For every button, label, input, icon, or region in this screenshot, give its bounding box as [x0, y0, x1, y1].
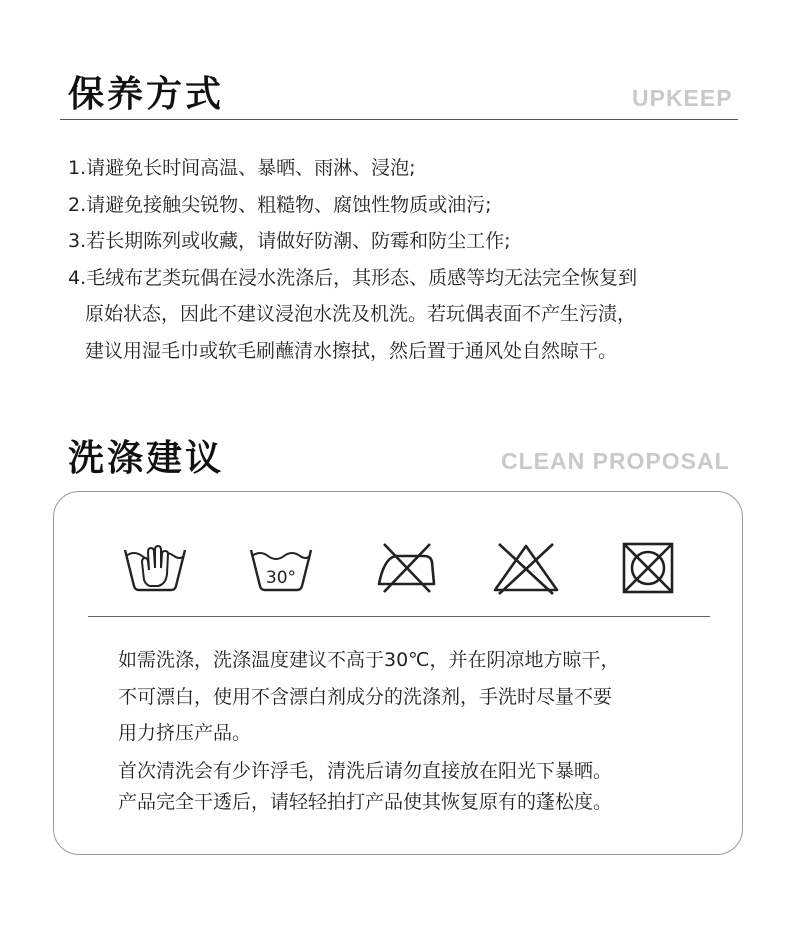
upkeep-item-text: 毛绒布艺类玩偶在浸水洗涤后，其形态、质感等均无法完全恢复到 [86, 266, 638, 289]
clean-subtitle: CLEAN PROPOSAL [501, 448, 730, 474]
upkeep-title: 保养方式 [68, 73, 225, 115]
washing-advice-text [118, 642, 718, 818]
do-not-tumble-dry-icon [620, 540, 676, 596]
hand-wash-icon [122, 540, 188, 596]
text-line: 用力挤压产品。 [118, 722, 252, 744]
upkeep-item-number: 3. [68, 230, 87, 252]
upkeep-item-1 [68, 150, 748, 187]
washing-advice-paragraph-1 [118, 642, 718, 752]
upkeep-item-number: 2. [68, 193, 87, 216]
wash-temperature-label: 30° [265, 568, 297, 588]
upkeep-item-text: 若长期陈列或收藏，请做好防潮、防霉和防尘工作; [86, 230, 511, 252]
upkeep-item-number: 1. [68, 157, 87, 179]
upkeep-item-2 [68, 187, 748, 224]
upkeep-item-number: 4. [68, 266, 87, 289]
clean-title: 洗涤建议 [68, 437, 225, 479]
care-icon-row [54, 540, 742, 596]
upkeep-item-3 [68, 223, 748, 260]
upkeep-subtitle: UPKEEP [632, 85, 733, 111]
text-line: 不可漂白，使用不含漂白剂成分的洗涤剂，手洗时尽量不要 [118, 685, 613, 708]
do-not-bleach-icon [491, 540, 561, 596]
upkeep-item-text-continued: 建议用湿毛巾或软毛刷蘸清水擦拭，然后置于通风处自然晾干。 [85, 339, 618, 362]
text-line: 产品完全干透后，请轻轻拍打产品使其恢复原有的蓬松度。 [118, 790, 613, 813]
text-line: 首次清洗会有少许浮毛，清洗后请勿直接放在阳光下暴晒。 [118, 759, 613, 782]
washing-advice-paragraph-2 [118, 756, 718, 818]
upkeep-item-4 [68, 260, 748, 370]
care-instructions-card [53, 491, 743, 855]
upkeep-divider [60, 119, 738, 120]
upkeep-item-text: 请避免接触尖锐物、粗糙物、腐蚀性物质或油污; [86, 193, 492, 216]
text-line: 如需洗涤，洗涤温度建议不高于30℃，并在阴凉地方晾干， [118, 649, 620, 671]
card-divider [88, 616, 710, 617]
upkeep-list [68, 150, 748, 369]
do-not-iron-icon [374, 540, 440, 596]
upkeep-item-text: 请避免长时间高温、暴晒、雨淋、浸泡; [86, 157, 416, 179]
wash-30-icon [248, 540, 314, 596]
upkeep-item-text-continued: 原始状态，因此不建议浸泡水洗及机洗。若玩偶表面不产生污渍， [85, 303, 637, 325]
